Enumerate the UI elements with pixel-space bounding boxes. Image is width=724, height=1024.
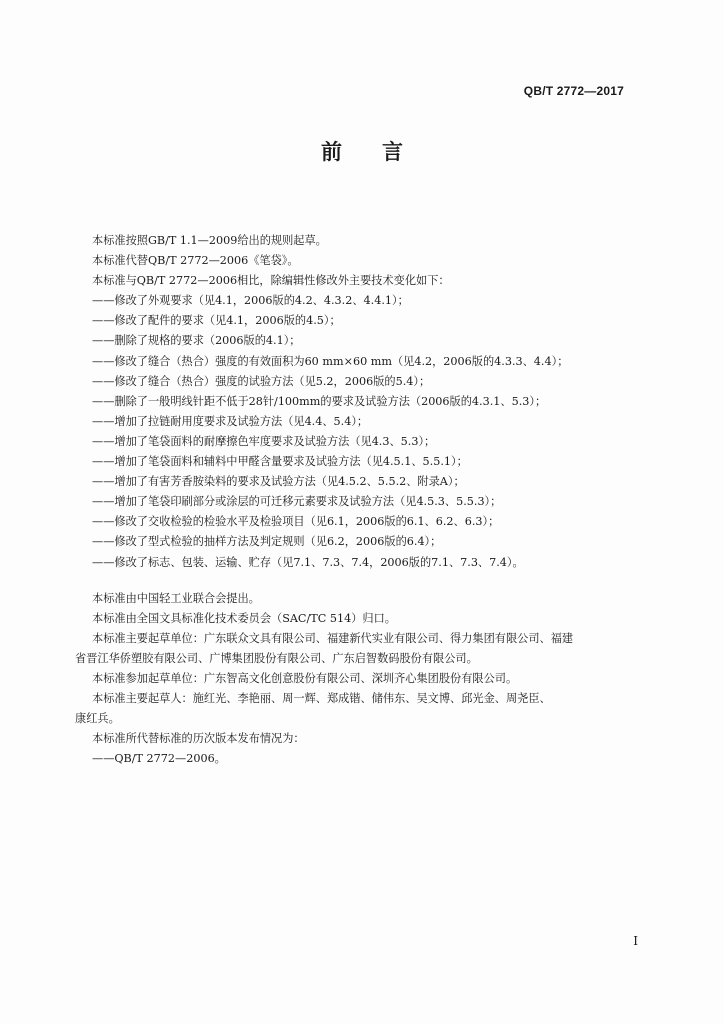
change-item: ——修改了缝合（热合）强度的试验方法（见5.2，2006版的5.4）；	[92, 374, 431, 388]
foreword-body	[75, 231, 632, 769]
main-drafting-units-continued: 省晋江华侨塑胶有限公司、广博集团股份有限公司、广东启智数码股份有限公司。	[75, 651, 478, 665]
title-part-1: 前	[321, 139, 342, 164]
change-item: ——修改了标志、包装、运输、贮存（见7.1、7.3、7.4，2006版的7.1、7.3、7.4）。	[92, 555, 524, 569]
history-item: ——QB/T 2772—2006。	[92, 752, 226, 766]
standard-code: QB/T 2772—2017	[523, 84, 624, 98]
proposed-by: 本标准由中国轻工业联合会提出。	[92, 591, 260, 605]
intro-line: 本标准按照GB/T 1.1—2009给出的规则起草。	[92, 234, 327, 247]
change-item: ——增加了笔袋面料和辅料中甲醛含量要求及试验方法（见4.5.1、5.5.1）；	[92, 455, 468, 469]
main-drafters-continued: 康红兵。	[75, 712, 120, 726]
change-item: ——增加了笔袋印刷部分或涂层的可迁移元素要求及试验方法（见4.5.3、5.5.3）；	[92, 495, 502, 509]
change-item: ——删除了规格的要求（2006版的4.1）；	[92, 334, 301, 348]
main-drafting-units: 本标准主要起草单位：广东联众文具有限公司、福建新代实业有限公司、得力集团有限公司、福建	[92, 631, 574, 645]
page-number: I	[633, 934, 638, 948]
change-item: ——修改了外观要求（见4.1，2006版的4.2、4.3.2、4.4.1）；	[92, 294, 409, 308]
change-item: ——删除了一般明线针距不低于28针/100mm的要求及试验方法（2006版的4.3.1、5.3）；	[92, 394, 547, 408]
title-part-2: 言	[382, 139, 403, 164]
change-item: ——修改了缝合（热合）强度的有效面积为60 mm×60 mm（见4.2，2006版的4.3.3、4.4）；	[92, 354, 569, 368]
change-item: ——增加了有害芳香胺染料的要求及试验方法（见4.5.2、5.5.2、附录A）；	[92, 475, 465, 489]
intro-line: 本标准代替QB/T 2772—2006《笔袋》。	[92, 254, 299, 268]
centralized-by: 本标准由全国文具标准化技术委员会（SAC/TC 514）归口。	[92, 611, 396, 625]
change-item: ——修改了交收检验的检验水平及检验项目（见6.1，2006版的6.1、6.2、6.3）；	[92, 515, 500, 529]
participating-units: 本标准参加起草单位：广东智高文化创意股份有限公司、深圳齐心集团股份有限公司。	[92, 671, 518, 685]
change-item: ——增加了拉链耐用度要求及试验方法（见4.4、5.4）；	[92, 414, 369, 428]
page-title	[0, 136, 724, 166]
history-intro: 本标准所代替标准的历次版本发布情况为：	[92, 732, 305, 746]
main-drafters: 本标准主要起草人：施红光、李艳丽、周一辉、郑成锴、储伟东、吴文博、邱光金、周尧臣、	[92, 692, 551, 706]
change-item: ——增加了笔袋面料的耐摩擦色牢度要求及试验方法（见4.3、5.3）；	[92, 434, 436, 448]
change-item: ——修改了型式检验的抽样方法及判定规则（见6.2，2006版的6.4）；	[92, 535, 442, 549]
change-item: ——修改了配件的要求（见4.1，2006版的4.5）；	[92, 314, 341, 328]
intro-line: 本标准与QB/T 2772—2006相比，除编辑性修改外主要技术变化如下：	[92, 274, 450, 288]
